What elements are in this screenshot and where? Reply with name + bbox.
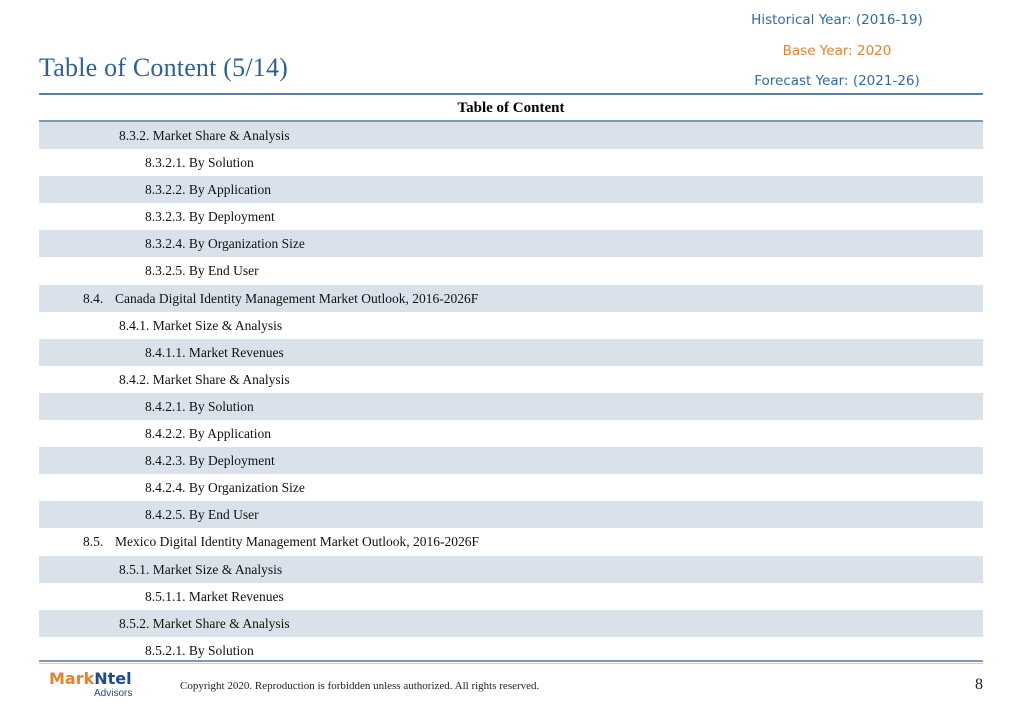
toc-row: [39, 257, 983, 284]
toc-list: [39, 122, 983, 664]
toc-row: [39, 528, 983, 555]
toc-row-text: 8.4.2. Market Share & Analysis: [119, 371, 290, 387]
toc-row: [39, 149, 983, 176]
toc-row: [39, 420, 983, 447]
toc-row-text: 8.5.2.1. By Solution: [145, 642, 254, 658]
forecast-year: Forecast Year: (2021-26): [754, 73, 920, 89]
toc-row: [39, 393, 983, 420]
toc-row: [39, 556, 983, 583]
toc-row-text: 8.5.1.1. Market Revenues: [145, 588, 284, 604]
page-number: 8: [975, 676, 983, 693]
title-divider: [39, 93, 983, 95]
logo-wordmark-ntel: Ntel: [94, 669, 132, 688]
toc-row-text: 8.4.2.3. By Deployment: [145, 453, 275, 469]
logo-wordmark: [49, 670, 139, 688]
logo-wordmark-mark: Mark: [49, 669, 95, 688]
toc-row-text: 8.3.2. Market Share & Analysis: [119, 128, 290, 143]
copyright-notice: Copyright 2020. Reproduction is forbidden unless authorized. All rights reserved.: [180, 680, 540, 692]
toc-row-text: 8.4.2.2. By Application: [145, 426, 271, 442]
toc-row: [39, 122, 983, 149]
toc-row-text: 8.4.2.5. By End User: [145, 507, 259, 523]
marlntel-logo: [49, 670, 139, 704]
toc-row-text: 8.3.2.1. By Solution: [145, 155, 254, 171]
toc-row: [39, 610, 983, 637]
footer-divider: [39, 660, 983, 662]
toc-row-number: 8.4.: [83, 290, 104, 306]
toc-row: [39, 339, 983, 366]
toc-row-text: 8.5.2. Market Share & Analysis: [119, 615, 290, 631]
toc-row: [39, 285, 983, 312]
report-years: [737, 6, 937, 98]
toc-row-text: Canada Digital Identity Management Market Outlook, 2016-2026F: [115, 290, 479, 306]
toc-row-text: 8.3.2.2. By Application: [145, 182, 271, 198]
toc-row-text: 8.4.1. Market Size & Analysis: [119, 317, 283, 333]
toc-row: [39, 501, 983, 528]
toc-row: [39, 203, 983, 230]
toc-row-text: 8.3.2.4. By Organization Size: [145, 236, 305, 252]
toc-heading: Table of Content: [457, 100, 565, 116]
base-year: Base Year: 2020: [782, 42, 892, 59]
toc-row-text: 8.3.2.5. By End User: [145, 263, 259, 279]
toc-row: [39, 474, 983, 501]
logo-subtitle: Advisors: [94, 688, 133, 699]
page-title: Table of Content (5/14): [39, 53, 288, 82]
toc-row: [39, 176, 983, 203]
toc-row-text: Mexico Digital Identity Management Market Outlook, 2016-2026F: [115, 534, 480, 550]
toc-row: [39, 230, 983, 257]
toc-row-text: 8.4.2.1. By Solution: [145, 398, 254, 414]
toc-row-text: 8.4.1.1. Market Revenues: [145, 344, 284, 360]
footer-divider-secondary: [39, 663, 983, 664]
toc-row-text: 8.4.2.4. By Organization Size: [145, 480, 305, 496]
toc-row-text: 8.3.2.3. By Deployment: [145, 209, 275, 225]
toc-row-number: 8.5.: [83, 534, 104, 550]
toc-row: [39, 366, 983, 393]
historical-year: Historical Year: (2016-19): [751, 12, 923, 28]
toc-row: [39, 312, 983, 339]
toc-row: [39, 447, 983, 474]
toc-row: [39, 583, 983, 610]
toc-row-text: 8.5.1. Market Size & Analysis: [119, 561, 283, 577]
